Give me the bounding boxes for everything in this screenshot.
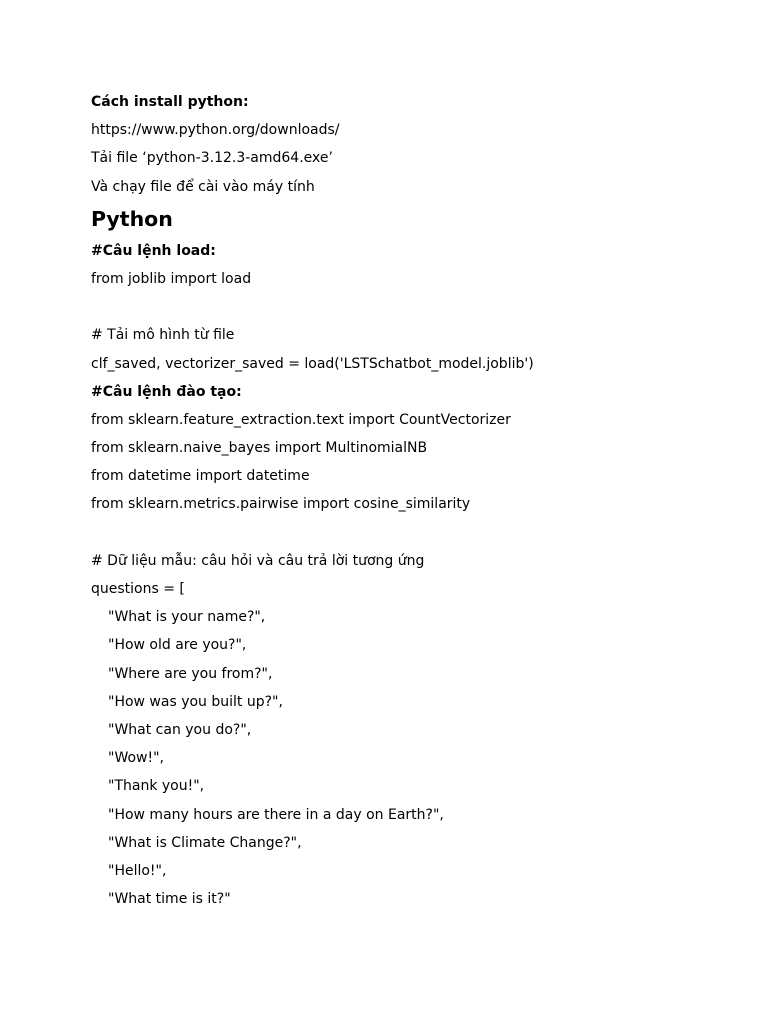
question-item: "How old are you?", bbox=[108, 637, 247, 654]
train-section-title: #Câu lệnh đào tạo: bbox=[91, 383, 242, 400]
install-title: Cách install python: bbox=[91, 94, 249, 110]
python-heading: Python bbox=[91, 206, 173, 231]
train-comment: # Dữ liệu mẫu: câu hỏi và câu trả lời tương ứng bbox=[91, 552, 425, 569]
question-item: "What time is it?" bbox=[108, 891, 231, 908]
question-item: "What is Climate Change?", bbox=[108, 834, 302, 851]
load-import-line: from joblib import load bbox=[91, 270, 252, 287]
train-import-line: from sklearn.naive_bayes import MultinomialNB bbox=[91, 440, 428, 457]
question-item: "Where are you from?", bbox=[108, 665, 273, 682]
question-item: "How many hours are there in a day on Earth?", bbox=[108, 806, 444, 823]
question-item: "How was you built up?", bbox=[108, 693, 283, 710]
install-step-download: Tải file ‘python-3.12.3-amd64.exe’ bbox=[91, 150, 333, 167]
load-section-title: #Câu lệnh load: bbox=[91, 242, 216, 259]
question-item: "Hello!", bbox=[108, 862, 167, 879]
install-step-run: Và chạy file để cài vào máy tính bbox=[91, 178, 315, 195]
train-import-line: from sklearn.feature_extraction.text import CountVectorizer bbox=[91, 411, 511, 428]
load-call-line: clf_saved, vectorizer_saved = load('LSTSchatbot_model.joblib') bbox=[91, 355, 534, 372]
blank-line bbox=[91, 519, 751, 547]
question-item: "Wow!", bbox=[108, 750, 164, 767]
train-import-line: from sklearn.metrics.pairwise import cosine_similarity bbox=[91, 496, 471, 513]
python-download-link[interactable]: https://www.python.org/downloads/ bbox=[91, 122, 340, 139]
blank-line bbox=[91, 293, 751, 321]
document-page bbox=[91, 88, 751, 913]
question-item: "What can you do?", bbox=[108, 721, 252, 738]
questions-open: questions = [ bbox=[91, 581, 185, 597]
train-import-line: from datetime import datetime bbox=[91, 468, 310, 485]
question-item: "Thank you!", bbox=[108, 778, 205, 795]
load-comment: # Tải mô hình từ file bbox=[91, 327, 235, 344]
question-item: "What is your name?", bbox=[108, 609, 266, 626]
